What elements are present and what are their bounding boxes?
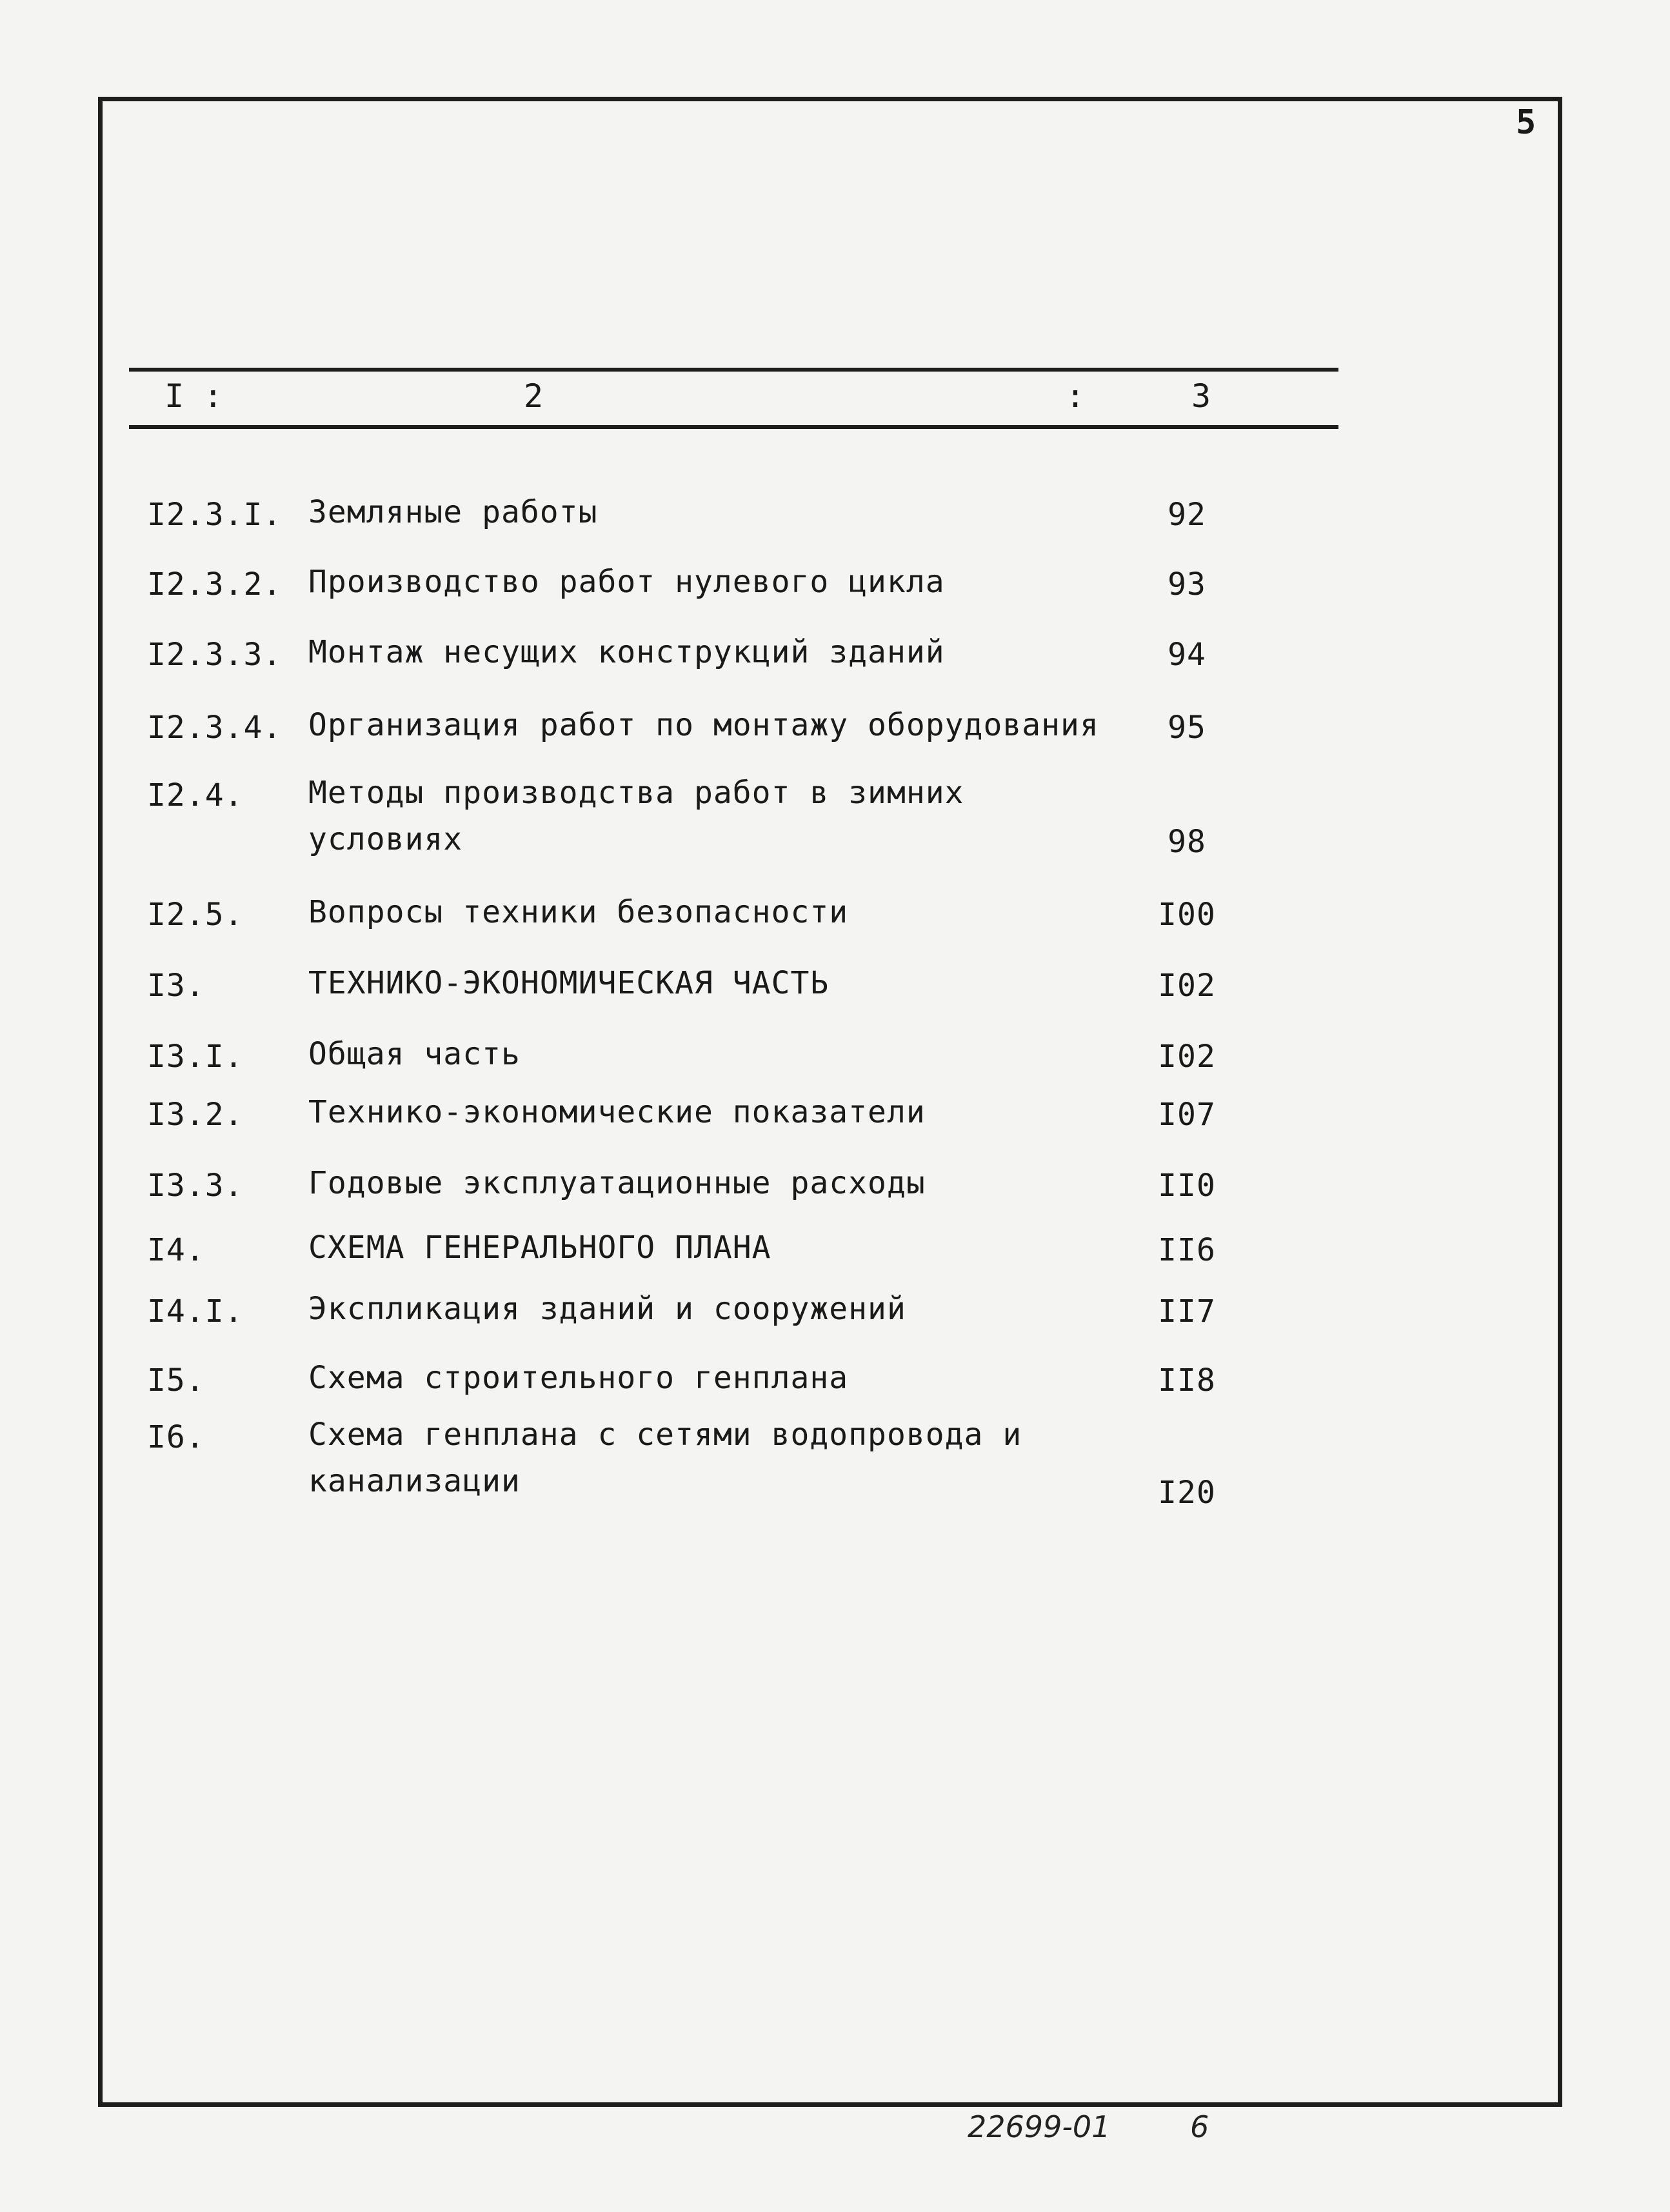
toc-entry-page: 94: [1168, 637, 1206, 673]
toc-entry-title-line: Вопросы техники безопасности: [308, 894, 849, 930]
toc-entry-title-line: Общая часть: [308, 1036, 521, 1072]
toc-entry-title-line: Схема строительного генплана: [308, 1360, 849, 1396]
toc-entry-title-line: ТЕХНИКО-ЭКОНОМИЧЕСКАЯ ЧАСТЬ: [308, 965, 830, 1001]
toc-entry-number: I3.3.: [147, 1168, 244, 1204]
toc-entry-number: I2.3.4.: [147, 710, 283, 746]
document-code: 22699-01: [968, 2109, 1111, 2144]
column-header-3: 3: [1191, 377, 1211, 415]
column-header-2: 2: [524, 377, 544, 415]
toc-entry-number: I2.3.I.: [147, 497, 283, 533]
toc-entry-number: I4.I.: [147, 1293, 244, 1330]
toc-entry-number: I2.3.3.: [147, 637, 283, 673]
toc-entry-title: [308, 960, 1147, 1006]
toc-entry-title: [308, 489, 1147, 535]
page-number: 5: [1516, 103, 1536, 142]
column-header-1: I :: [164, 377, 223, 415]
toc-entry-page: II0: [1158, 1168, 1216, 1204]
toc-entry-page: II8: [1158, 1362, 1216, 1399]
toc-entry-title-line: Схема генплана с сетями водопровода и: [308, 1417, 1022, 1453]
toc-entry-title: [308, 559, 1147, 605]
toc-entry-title-line: СХЕМА ГЕНЕРАЛЬНОГО ПЛАНА: [308, 1230, 771, 1266]
toc-entry-title: [308, 1286, 1147, 1332]
toc-entry-title: [308, 1411, 1147, 1504]
toc-entry-title-line: условиях: [308, 821, 463, 857]
toc-entry-title: [308, 1031, 1147, 1077]
toc-entry-number: I2.5.: [147, 897, 244, 933]
toc-entry-page: 93: [1168, 566, 1206, 603]
column-header-separator: :: [1066, 377, 1086, 415]
toc-entry-title: [308, 770, 1147, 862]
toc-entry-page: I20: [1158, 1475, 1216, 1511]
sheet-number: 6: [1190, 2109, 1209, 2144]
toc-entry-page: 92: [1168, 497, 1206, 533]
header-rule-bottom: [129, 425, 1338, 429]
toc-entry-title-line: Земляные работы: [308, 494, 598, 530]
toc-entry-number: I4.: [147, 1232, 205, 1268]
toc-entry-number: I2.4.: [147, 777, 244, 813]
toc-entry-title-line: Годовые эксплуатационные расходы: [308, 1165, 926, 1201]
header-rule-top: [129, 368, 1338, 372]
toc-entry-number: I3.2.: [147, 1097, 244, 1133]
toc-entry-page: 95: [1168, 710, 1206, 746]
toc-entry-title: [308, 1224, 1147, 1271]
toc-entry-title-line: канализации: [308, 1463, 521, 1499]
toc-entry-title: [308, 1160, 1147, 1206]
toc-entry-number: I2.3.2.: [147, 566, 283, 603]
toc-entry-page: I02: [1158, 968, 1216, 1004]
toc-entry-number: I5.: [147, 1362, 205, 1399]
toc-entry-title-line: Монтаж несущих конструкций зданий: [308, 634, 945, 670]
toc-entry-title-line: Производство работ нулевого цикла: [308, 564, 945, 600]
toc-entry-page: I00: [1158, 897, 1216, 933]
toc-entry-title: [308, 1355, 1147, 1401]
toc-entry-page: II7: [1158, 1293, 1216, 1330]
toc-entry-title-line: Методы производства работ в зимних: [308, 775, 964, 811]
toc-entry-title: [308, 702, 1147, 748]
toc-entry-title-line: Технико-экономические показатели: [308, 1094, 926, 1130]
toc-entry-title: [308, 889, 1147, 935]
toc-entry-page: II6: [1158, 1232, 1216, 1268]
toc-entry-title: [308, 1089, 1147, 1135]
toc-entry-title-line: Экспликация зданий и сооружений: [308, 1291, 906, 1327]
toc-entry-title-line: Организация работ по монтажу оборудования: [308, 707, 1099, 743]
toc-entry-number: I6.: [147, 1419, 205, 1455]
toc-entry-page: 98: [1168, 824, 1206, 860]
toc-entry-page: I02: [1158, 1039, 1216, 1075]
toc-entry-page: I07: [1158, 1097, 1216, 1133]
toc-entry-number: I3.I.: [147, 1039, 244, 1075]
toc-entry-number: I3.: [147, 968, 205, 1004]
toc-entry-title: [308, 629, 1147, 675]
